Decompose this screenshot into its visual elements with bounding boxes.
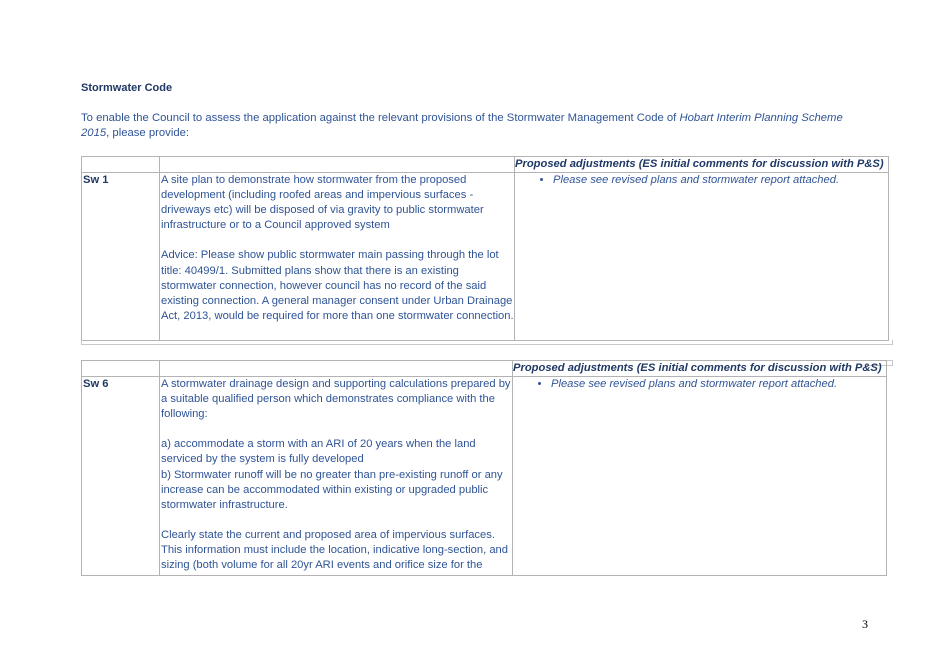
requirement-paragraph: A stormwater drainage design and supporting calculations prepared by a suitable qualified person which demonstrates compliance with the following: bbox=[161, 378, 511, 421]
requirement-description bbox=[160, 173, 515, 341]
response-cell bbox=[515, 173, 889, 341]
scheme-name: Hobart Interim Planning Scheme 2015 bbox=[81, 112, 843, 139]
proposed-adjustments-header: Proposed adjustments (ES initial comments for discussion with P&S) bbox=[513, 361, 887, 377]
header-blank-cell bbox=[160, 157, 515, 173]
requirement-paragraph: Clearly state the current and proposed area of impervious surfaces. This information must include the location, indicative long-section, and sizing (both volume for all 20yr ARI events and orifice size for the bbox=[161, 528, 508, 572]
requirement-paragraph: A site plan to demonstrate how stormwater from the proposed development (including roofed areas and impervious surfaces - driveways etc) will be disposed of via gravity to public stormwater infrastructure or to a Council approved system bbox=[161, 174, 484, 232]
table-shadow bbox=[81, 340, 893, 345]
intro-paragraph bbox=[81, 111, 871, 141]
response-cell bbox=[513, 377, 887, 576]
header-blank-cell bbox=[82, 157, 160, 173]
requirement-criteria: a) accommodate a storm with an ARI of 20 years when the land serviced by the system is fully developed b) Stormwater runoff will be no greater than pre-existing runoff or any increase can be accommodated within existing or upgraded public stormwater infrastructure. bbox=[161, 438, 503, 511]
requirement-advice: Advice: Please show public stormwater main passing through the lot title: 40499/1. Submitted plans show that there is an existing stormwater connection, however council has no record of the said existing connection. A general manager consent under Urban Drainage Act, 2013, would be required for more than one stormwater connection. bbox=[161, 249, 514, 322]
intro-text-end: , please provide: bbox=[106, 127, 190, 139]
header-blank-cell bbox=[160, 361, 513, 377]
requirement-code: Sw 6 bbox=[82, 377, 160, 576]
response-bullet: • Please see revised plans and stormwater report attached. bbox=[551, 377, 886, 392]
requirement-description bbox=[160, 377, 513, 576]
proposed-adjustments-header: Proposed adjustments (ES initial comments for discussion with P&S) bbox=[515, 157, 889, 173]
requirement-code: Sw 1 bbox=[82, 173, 160, 341]
header-blank-cell bbox=[82, 361, 160, 377]
section-heading: Stormwater Code bbox=[81, 82, 173, 94]
intro-text: To enable the Council to assess the application against the relevant provisions of the Stormwater Management Code of bbox=[81, 112, 680, 124]
response-bullet: • Please see revised plans and stormwater report attached. bbox=[553, 173, 888, 188]
requirement-table-sw6 bbox=[81, 360, 887, 576]
page-number: 3 bbox=[862, 617, 868, 631]
requirement-table-sw1 bbox=[81, 156, 889, 341]
